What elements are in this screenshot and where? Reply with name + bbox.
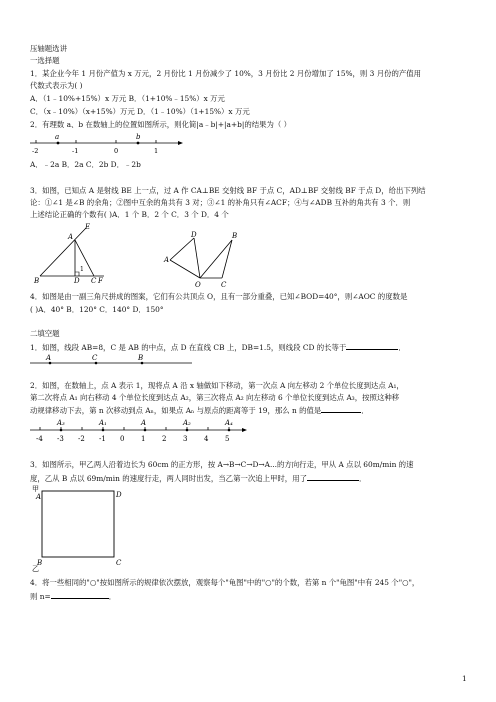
f2-point-label: A₃ <box>57 419 65 427</box>
f2-line1: 2．如图，在数轴上，点 A 表示 1，现将点 A 沿 x 轴做如下移动，第一次点 A 向左移动 2 个单位长度到达点 A₁， <box>30 381 404 390</box>
f2-point-label: A <box>141 419 147 427</box>
f2-line3-text: 动规律移动下去，第 n 次移动到点 Aₙ，如果点 Aₙ 与原点的距离等于 19，那么 n 的值是 <box>30 406 322 415</box>
f4-line2: 则 n= ． <box>30 592 117 601</box>
q2-axis-label: 1 <box>154 147 159 155</box>
q2-number-line <box>30 133 190 157</box>
q3f2-label-B: B <box>232 232 238 240</box>
f2-tick-label: 4 <box>204 435 209 443</box>
q1-options-cd: C．（x﹣10%）（x+15%）万元 D．（1﹣10%）（1+15%）x 万元 <box>30 107 250 116</box>
f3-label-jia: 甲 <box>32 485 39 493</box>
q2-options: A．﹣2a B．2a C．2b D．﹣2b <box>30 160 141 169</box>
f2-point <box>144 429 147 432</box>
f1-label-A: A <box>46 354 52 362</box>
q3f1-label-A: A <box>68 233 74 241</box>
q2-point-b <box>137 142 140 145</box>
q3f2-label-D: D <box>191 231 197 239</box>
f3-answer-blank[interactable] <box>307 473 359 481</box>
f2-tick-label: 5 <box>225 435 230 443</box>
q2-axis-label: -1 <box>72 147 79 155</box>
f1-label-C: C <box>92 354 98 362</box>
f3-label-D: D <box>116 491 122 499</box>
f3-line2-text: 度，乙从 B 点以 69m/min 的速度行走，两人同时出发，当乙第一次追上甲时，用了 <box>30 474 307 483</box>
f1-label-B: B <box>138 354 144 362</box>
f2-point-label: A₂ <box>183 419 191 427</box>
q1-stem-line2: 代数式表示为( ) <box>30 81 83 90</box>
f2-number-line <box>30 416 250 446</box>
q3f1-label-D: D <box>74 277 80 285</box>
f3-label-C: C <box>116 559 122 567</box>
f2-line3: 动规律移动下去，第 n 次移动到点 Aₙ，如果点 Aₙ 与原点的距离等于 19，那么 n 的值是 ． <box>30 406 369 415</box>
q3f1-label-C: C <box>91 277 97 285</box>
q3f1-label-E: E <box>85 223 91 231</box>
q3f2-label-C: C <box>221 281 227 289</box>
f3-line1: 3．如图所示，甲乙两人沿着边长为 60cm 的正方形，按 A→B→C→D→A...的方向行走，甲从 A 点以 60m/min 的速 <box>30 460 414 469</box>
section-heading-fill: 二填空题 <box>30 329 60 338</box>
f2-tick-label: -1 <box>99 435 106 443</box>
f4-answer-blank[interactable] <box>51 591 109 599</box>
f2-point-label: A₁ <box>99 419 107 427</box>
q2-label-b: b <box>136 133 141 141</box>
f3-line2: 度，乙从 B 点以 69m/min 的速度行走，两人同时出发，当乙第一次追上甲时，用了 ． <box>30 474 367 483</box>
q3f2-label-A: A <box>164 256 170 264</box>
q3-figure-triangles <box>164 230 244 290</box>
f2-line2: 第二次将点 A₁ 向右移动 4 个单位长度到达点 A₂，第三次将点 A₂ 向左移动 6 个单位长度到达点 A₃，按照这种移 <box>30 393 400 402</box>
q3-line1: 3．如图，已知点 A 是射线 BE 上一点，过 A 作 CA⊥BE 交射线 BF 于点 C，AD⊥BF 交射线 BF 于点 D，给出下列结 <box>30 186 426 195</box>
f2-tick-label: -3 <box>57 435 64 443</box>
f2-point <box>60 429 63 432</box>
f3-label-A: A <box>36 493 42 501</box>
q1-stem-line1: 1．某企业今年 1 月份产值为 x 万元，2 月份比 1 月份减少了 10%，3 月份比 2 月份增加了 15%，则 3 月份的产值用 <box>30 69 422 78</box>
q4-line2: ( )A．40° B．120° C．140° D．150° <box>30 305 164 314</box>
f2-tick-label: -4 <box>36 435 43 443</box>
f4-line2-text: 则 n= <box>30 592 51 601</box>
f2-point-label: A₄ <box>225 419 233 427</box>
f2-tick-label: 1 <box>141 435 146 443</box>
q2-point-a <box>57 142 60 145</box>
page-number: 1 <box>462 674 467 683</box>
f2-tick-label: 2 <box>162 435 167 443</box>
q3-line2: 论：①∠1 是∠B 的余角；②图中互余的角共有 3 对；③∠1 的补角只有∠ACF；④与∠ADB 互补的角共有 3 个．则 <box>30 198 411 207</box>
q3f1-label-1: 1 <box>80 266 84 273</box>
f3-square-figure <box>30 483 130 571</box>
f2-point <box>228 429 231 432</box>
q4-line1: 4．如图是由一副三角尺拼成的图案，它们有公共顶点 O，且有一部分重叠，已知∠BOD=40°，则∠AOC 的度数是 <box>30 292 408 301</box>
section-heading-choice: 一选择题 <box>30 56 60 65</box>
f1-segment-figure <box>30 353 200 369</box>
f2-point <box>186 429 189 432</box>
f2-point <box>102 429 105 432</box>
f1-stem: 1．如图，线段 AB=8，C 是 AB 的中点，点 D 在直线 CB 上，DB=1.5，则线段 CD 的长等于 ． <box>30 343 406 352</box>
q2-label-a: a <box>55 133 60 141</box>
f2-answer-blank[interactable] <box>321 405 361 413</box>
f2-tick-label: 3 <box>183 435 188 443</box>
f1-stem-text: 1．如图，线段 AB=8，C 是 AB 的中点，点 D 在直线 CB 上，DB=1.5，则线段 CD 的长等于 <box>30 343 347 352</box>
f3-label-yi: 乙 <box>32 565 39 573</box>
q2-stem: 2．有理数 a、b 在数轴上的位置如图所示，则化简|a﹣b|+|a+b|的结果为（ ） <box>30 120 292 129</box>
q3-line3: 上述结论正确的个数有( )A．1 个 B．2 个 C．3 个 D．4 个 <box>30 210 229 219</box>
f3-label-B: B <box>37 559 43 567</box>
f4-line1: 4．将一些相同的"○"按如图所示的规律依次摆放，观察每个"龟图"中的"○"的个数，若第 n 个"龟图"中有 245 个"○"， <box>30 578 420 587</box>
page-title: 压轴题选讲 <box>30 44 67 53</box>
f2-tick-label: 0 <box>120 435 125 443</box>
q1-options-ab: A．（1﹣10%+15%）x 万元 B．（1+10%﹣15%）x 万元 <box>30 94 225 103</box>
q3-figure-rays <box>34 224 114 284</box>
f1-answer-blank[interactable] <box>346 342 398 350</box>
q2-axis-label: -2 <box>32 147 39 155</box>
q3f1-label-F: F <box>98 277 103 285</box>
q3f2-label-O: O <box>195 281 201 289</box>
f2-tick-label: -2 <box>78 435 85 443</box>
q2-axis-label: 0 <box>114 147 119 155</box>
q3f1-label-B: B <box>34 277 40 285</box>
